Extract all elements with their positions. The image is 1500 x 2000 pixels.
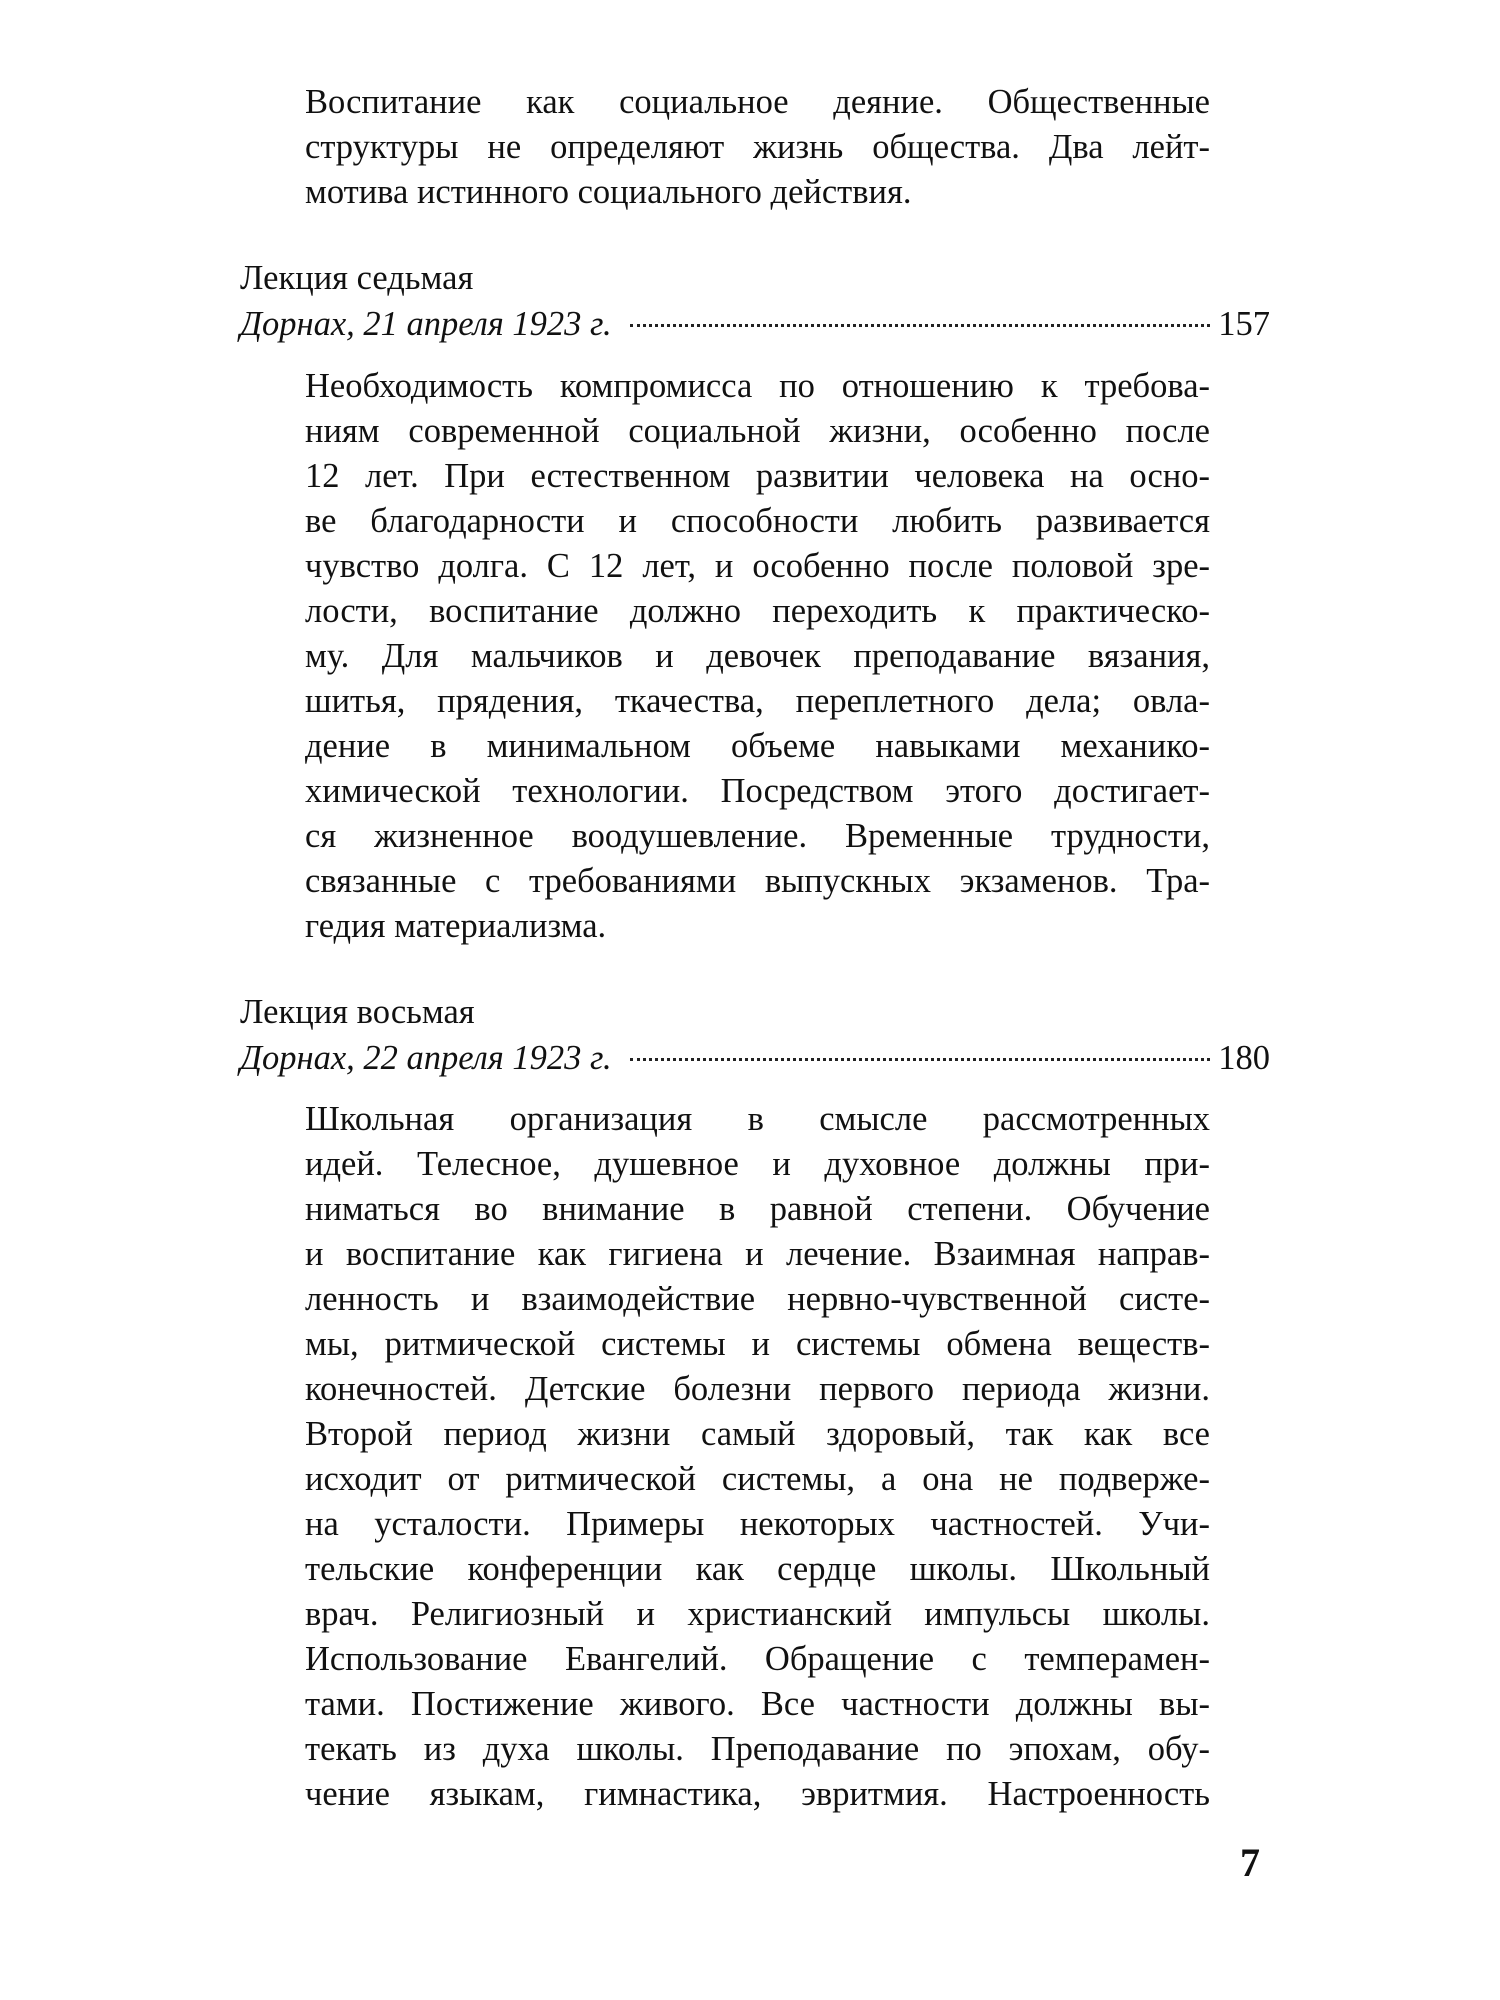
summary-line: и воспитание как гигиена и лечение. Взаимная направ- xyxy=(305,1235,1210,1273)
summary-line: Использование Евангелий. Обращение с темперамен- xyxy=(305,1640,1210,1678)
dot-leader xyxy=(630,1058,1211,1061)
summary-line: конечностей. Детские болезни первого периода жизни. xyxy=(305,1370,1210,1408)
lecture-7-place-date: Дорнах, 21 апреля 1923 г. xyxy=(240,305,612,343)
summary-line: гедия материализма. xyxy=(305,907,607,945)
lecture-8-summary xyxy=(305,1097,1210,1817)
summary-line: ниматься во внимание в равной степени. Обучение xyxy=(305,1190,1210,1228)
summary-line: шитья, прядения, ткачества, переплетного дела; овла- xyxy=(305,682,1210,720)
dot-leader xyxy=(630,324,1211,327)
summary-line: тельские конференции как сердце школы. Школьный xyxy=(305,1550,1210,1588)
summary-line: дение в минимальном объеме навыками механико- xyxy=(305,727,1210,765)
intro-line: Воспитание как социальное деяние. Общественные xyxy=(305,83,1210,121)
summary-line: мы, ритмической системы и системы обмена веществ- xyxy=(305,1325,1210,1363)
intro-line: мотива истинного социального действия. xyxy=(305,173,912,211)
summary-line: му. Для мальчиков и девочек преподавание вязания, xyxy=(305,637,1210,675)
lecture-7-title: Лекция седьмая xyxy=(240,259,474,297)
summary-line: ве благодарности и способности любить развивается xyxy=(305,502,1210,540)
summary-line: химической технологии. Посредством этого достигает- xyxy=(305,772,1210,810)
summary-line: идей. Телесное, душевное и духовное должны при- xyxy=(305,1145,1210,1183)
summary-line: чувство долга. С 12 лет, и особенно после половой зре- xyxy=(305,547,1210,585)
summary-line: 12 лет. При естественном развитии человека на осно- xyxy=(305,457,1210,495)
summary-line: ся жизненное воодушевление. Временные трудности, xyxy=(305,817,1210,855)
summary-line: чение языкам, гимнастика, эвритмия. Настроенность xyxy=(305,1775,1210,1813)
summary-line: исходит от ритмической системы, а она не подверже- xyxy=(305,1460,1210,1498)
intro-line: структуры не определяют жизнь общества. Два лейт- xyxy=(305,128,1210,166)
lecture-8-title: Лекция восьмая xyxy=(240,993,475,1031)
summary-line: связанные с требованиями выпускных экзаменов. Тра- xyxy=(305,862,1210,900)
summary-line: Необходимость компромисса по отношению к требова- xyxy=(305,367,1210,405)
summary-line: текать из духа школы. Преподавание по эпохам, обу- xyxy=(305,1730,1210,1768)
lecture-8-toc-entry xyxy=(240,1036,1270,1081)
lecture-7-toc-entry xyxy=(240,302,1270,347)
lecture-8-place-date: Дорнах, 22 апреля 1923 г. xyxy=(240,1039,612,1077)
summary-line: на усталости. Примеры некоторых частностей. Учи- xyxy=(305,1505,1210,1543)
summary-line: Второй период жизни самый здоровый, так как все xyxy=(305,1415,1210,1453)
lecture-8-page: 180 xyxy=(1218,1039,1270,1077)
summary-line: ниям современной социальной жизни, особенно после xyxy=(305,412,1210,450)
page-number: 7 xyxy=(1240,1840,1260,1885)
summary-line: Школьная организация в смысле рассмотренных xyxy=(305,1100,1210,1138)
lecture-7-page: 157 xyxy=(1218,305,1270,343)
summary-line: врач. Религиозный и христианский импульсы школы. xyxy=(305,1595,1210,1633)
summary-line: тами. Постижение живого. Все частности должны вы- xyxy=(305,1685,1210,1723)
lecture-7-summary xyxy=(305,364,1210,949)
summary-line: ленность и взаимодействие нервно-чувственной систе- xyxy=(305,1280,1210,1318)
intro-paragraph xyxy=(305,80,1210,215)
summary-line: лости, воспитание должно переходить к практическо- xyxy=(305,592,1210,630)
